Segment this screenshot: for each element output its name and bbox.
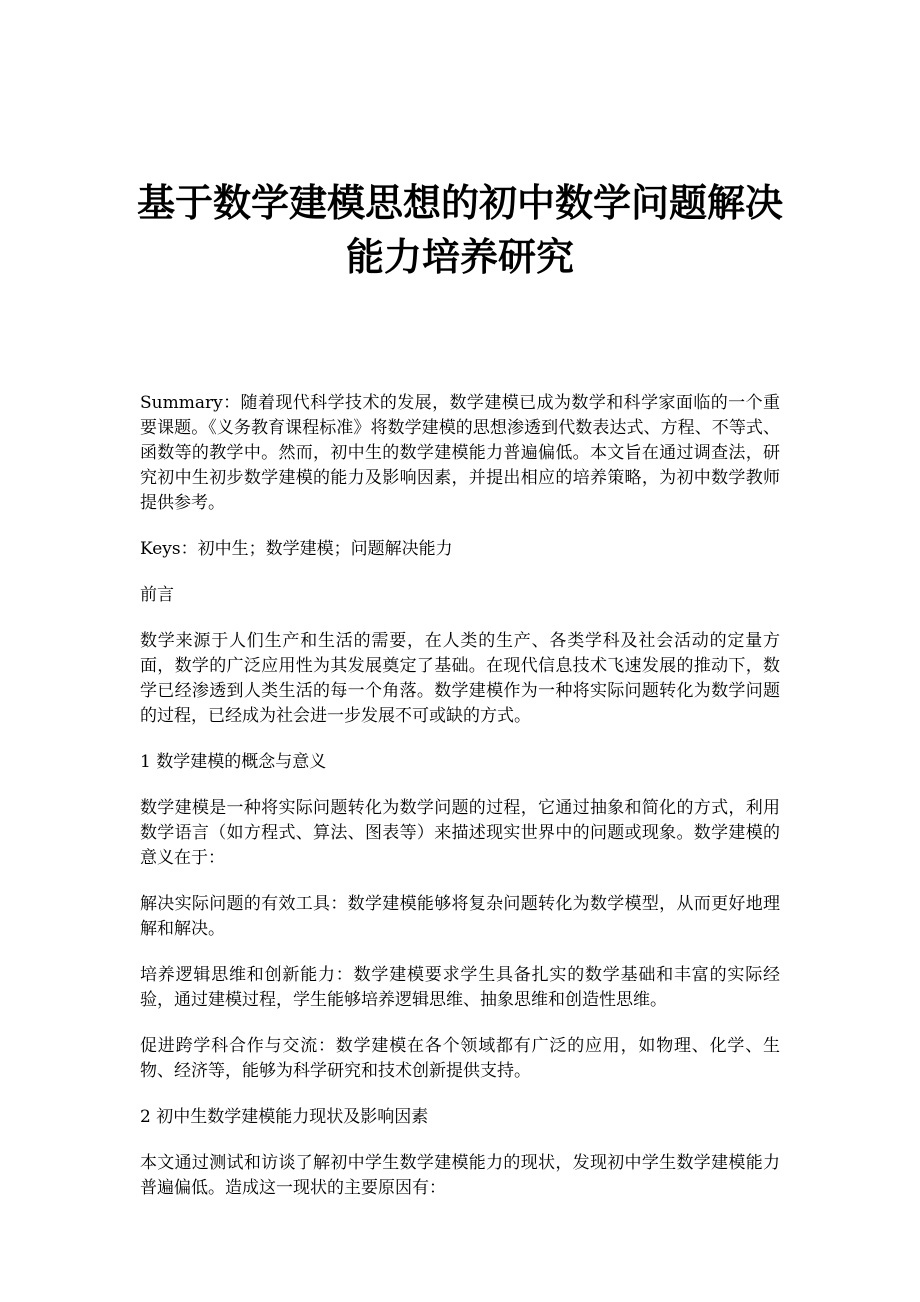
section-1-heading: 1 数学建模的概念与意义: [140, 752, 327, 772]
document-body: [140, 391, 780, 1222]
keys-paragraph: Keys：初中生；数学建模；问题解决能力: [140, 539, 453, 559]
preface-paragraph: 数学来源于人们生产和生活的需要，在人类的生产、各类学科及社会活动的定量方面，数学的广泛应用性为其发展奠定了基础。在现代信息技术飞速发展的推动下，数学已经渗透到人类生活的每一个角落。数学建模作为一种将实际问题转化为数学问题的过程，已经成为社会进一步发展不可或缺的方式。: [140, 631, 780, 726]
section-1-point-1: 解决实际问题的有效工具：数学建模能够将复杂问题转化为数学模型，从而更好地理解和解决。: [140, 894, 780, 939]
summary-paragraph: Summary：随着现代科学技术的发展，数学建模已成为数学和科学家面临的一个重要课题。《义务教育课程标准》将数学建模的思想渗透到代数表达式、方程、不等式、函数等的教学中。然而，初中生的数学建模能力普遍偏低。本文旨在通过调查法，研究初中生初步数学建模的能力及影响因素，并提出相应的培养策略，为初中数学教师提供参考。: [140, 393, 780, 513]
section-2-intro-paragraph: 本文通过测试和访谈了解初中学生数学建模能力的现状，发现初中学生数学建模能力普遍偏低。造成这一现状的主要原因有：: [140, 1153, 780, 1198]
section-1-intro-paragraph: 数学建模是一种将实际问题转化为数学问题的过程，它通过抽象和简化的方式，利用数学语言（如方程式、算法、图表等）来描述现实世界中的问题或现象。数学建模的意义在于：: [140, 798, 780, 868]
section-1-point-3: 促进跨学科合作与交流：数学建模在各个领域都有广泛的应用，如物理、化学、生物、经济等，能够为科学研究和技术创新提供支持。: [140, 1036, 780, 1081]
document-title: 基于数学建模思想的初中数学问题解决能力培养研究: [136, 181, 783, 279]
section-1-point-2: 培养逻辑思维和创新能力：数学建模要求学生具备扎实的数学基础和丰富的实际经验，通过建模过程，学生能够培养逻辑思维、抽象思维和创造性思维。: [140, 965, 780, 1010]
preface-heading: 前言: [140, 585, 174, 605]
section-2-heading: 2 初中生数学建模能力现状及影响因素: [140, 1107, 429, 1127]
